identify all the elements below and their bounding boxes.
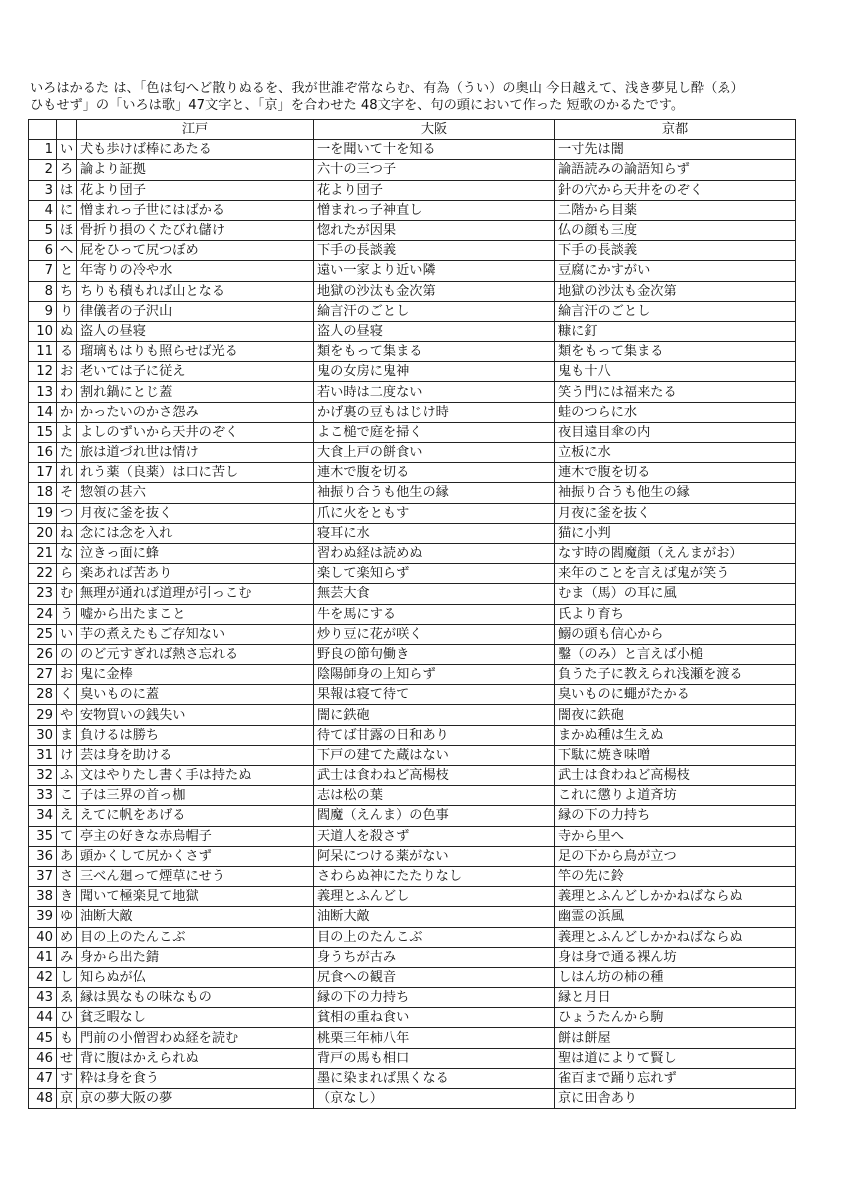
osaka-proverb: 類をもって集まる xyxy=(314,342,555,362)
table-row xyxy=(29,463,796,483)
edo-proverb: よしのずいから天井のぞく xyxy=(77,422,314,442)
row-number: 12 xyxy=(29,362,57,382)
row-kana: お xyxy=(57,362,77,382)
kyoto-proverb: 連木で腹を切る xyxy=(555,463,796,483)
osaka-proverb: 連木で腹を切る xyxy=(314,463,555,483)
row-number: 32 xyxy=(29,766,57,786)
table-row xyxy=(29,766,796,786)
osaka-proverb: 若い時は二度ない xyxy=(314,382,555,402)
intro-line-2: ひもせず」の「いろは歌」47文字と、「京」を合わせた 48文字を、句の頭において作った 短歌のかるたです。 xyxy=(30,98,685,113)
edo-proverb: 月夜に釜を抜く xyxy=(77,503,314,523)
kyoto-proverb: 負うた子に教えられ浅瀬を渡る xyxy=(555,665,796,685)
table-header-row xyxy=(29,120,796,140)
row-kana: う xyxy=(57,604,77,624)
table-row xyxy=(29,927,796,947)
osaka-proverb: かげ裏の豆もはじけ時 xyxy=(314,402,555,422)
header-kyoto: 京都 xyxy=(555,120,796,140)
kyoto-proverb: 縁と月日 xyxy=(555,988,796,1008)
osaka-proverb: 六十の三つ子 xyxy=(314,160,555,180)
kyoto-proverb: 笑う門には福来たる xyxy=(555,382,796,402)
header-edo: 江戸 xyxy=(77,120,314,140)
table-row xyxy=(29,1089,796,1109)
table-row xyxy=(29,261,796,281)
kyoto-proverb: 幽霊の浜風 xyxy=(555,907,796,927)
row-number: 10 xyxy=(29,321,57,341)
row-kana: や xyxy=(57,705,77,725)
row-kana: ね xyxy=(57,523,77,543)
kyoto-proverb: 猫に小判 xyxy=(555,523,796,543)
karuta-table xyxy=(28,119,796,1109)
kyoto-proverb: 雀百まで踊り忘れず xyxy=(555,1068,796,1088)
edo-proverb: 鬼に金棒 xyxy=(77,665,314,685)
edo-proverb: 油断大敵 xyxy=(77,907,314,927)
edo-proverb: のど元すぎれば熱さ忘れる xyxy=(77,644,314,664)
edo-proverb: 骨折り損のくたびれ儲け xyxy=(77,220,314,240)
kyoto-proverb: 鬼も十八 xyxy=(555,362,796,382)
osaka-proverb: 縁の下の力持ち xyxy=(314,988,555,1008)
row-number: 9 xyxy=(29,301,57,321)
edo-proverb: えてに帆をあげる xyxy=(77,806,314,826)
edo-proverb: 嘘から出たまこと xyxy=(77,604,314,624)
table-row xyxy=(29,947,796,967)
table-row xyxy=(29,321,796,341)
row-kana: ほ xyxy=(57,220,77,240)
row-number: 13 xyxy=(29,382,57,402)
row-kana: き xyxy=(57,887,77,907)
edo-proverb: 惣領の甚六 xyxy=(77,483,314,503)
osaka-proverb: 盗人の昼寝 xyxy=(314,321,555,341)
row-number: 31 xyxy=(29,745,57,765)
osaka-proverb: 桃栗三年柿八年 xyxy=(314,1028,555,1048)
edo-proverb: 知らぬが仏 xyxy=(77,967,314,987)
row-number: 14 xyxy=(29,402,57,422)
row-number: 36 xyxy=(29,846,57,866)
table-row xyxy=(29,826,796,846)
table-row xyxy=(29,362,796,382)
row-kana: し xyxy=(57,967,77,987)
osaka-proverb: 憎まれっ子神直し xyxy=(314,200,555,220)
edo-proverb: 泣きっ面に蜂 xyxy=(77,543,314,563)
edo-proverb: 三べん廻って煙草にせう xyxy=(77,866,314,886)
osaka-proverb: 目の上のたんこぶ xyxy=(314,927,555,947)
row-number: 44 xyxy=(29,1008,57,1028)
table-row xyxy=(29,1028,796,1048)
row-number: 8 xyxy=(29,281,57,301)
table-row xyxy=(29,806,796,826)
table-row xyxy=(29,907,796,927)
osaka-proverb: 尻食への観音 xyxy=(314,967,555,987)
kyoto-proverb: 身は身で通る裸ん坊 xyxy=(555,947,796,967)
osaka-proverb: 下戸の建てた蔵はない xyxy=(314,745,555,765)
table-body xyxy=(29,140,796,1109)
table-row xyxy=(29,160,796,180)
osaka-proverb: さわらぬ神にたたりなし xyxy=(314,866,555,886)
kyoto-proverb: なす時の閻魔顔（えんまがお） xyxy=(555,543,796,563)
table-row xyxy=(29,402,796,422)
intro-line-1: いろはかるた は、「色は匂へど散りぬるを、我が世誰ぞ常ならむ、有為（うい）の奥山 今日越えて、浅き夢見し酔（ゑ） xyxy=(30,81,744,96)
kyoto-proverb: 闇夜に鉄砲 xyxy=(555,705,796,725)
osaka-proverb: 閻魔（えんま）の色事 xyxy=(314,806,555,826)
osaka-proverb: 寝耳に水 xyxy=(314,523,555,543)
edo-proverb: 憎まれっ子世にはばかる xyxy=(77,200,314,220)
edo-proverb: 無理が通れば道理が引っこむ xyxy=(77,584,314,604)
osaka-proverb: 地獄の沙汰も金次第 xyxy=(314,281,555,301)
kyoto-proverb: 豆腐にかすがい xyxy=(555,261,796,281)
row-number: 15 xyxy=(29,422,57,442)
table-row xyxy=(29,241,796,261)
row-kana: も xyxy=(57,1028,77,1048)
edo-proverb: 頭かくして尻かくさず xyxy=(77,846,314,866)
row-number: 24 xyxy=(29,604,57,624)
row-kana: ひ xyxy=(57,1008,77,1028)
table-row xyxy=(29,503,796,523)
kyoto-proverb: 京に田舎あり xyxy=(555,1089,796,1109)
osaka-proverb: 無芸大食 xyxy=(314,584,555,604)
row-kana: か xyxy=(57,402,77,422)
row-number: 5 xyxy=(29,220,57,240)
row-kana: て xyxy=(57,826,77,846)
row-number: 21 xyxy=(29,543,57,563)
edo-proverb: 盗人の昼寝 xyxy=(77,321,314,341)
table-row xyxy=(29,624,796,644)
row-number: 20 xyxy=(29,523,57,543)
kyoto-proverb: ひょうたんから駒 xyxy=(555,1008,796,1028)
table-row xyxy=(29,301,796,321)
row-kana: さ xyxy=(57,866,77,886)
row-kana: く xyxy=(57,685,77,705)
osaka-proverb: 義理とふんどし xyxy=(314,887,555,907)
row-kana: ゆ xyxy=(57,907,77,927)
kyoto-proverb: 立板に水 xyxy=(555,443,796,463)
kyoto-proverb: 義理とふんどしかかねばならぬ xyxy=(555,927,796,947)
row-number: 42 xyxy=(29,967,57,987)
edo-proverb: ちりも積もれば山となる xyxy=(77,281,314,301)
edo-proverb: 念には念を入れ xyxy=(77,523,314,543)
row-kana: ろ xyxy=(57,160,77,180)
table-row xyxy=(29,604,796,624)
edo-proverb: 安物買いの銭失い xyxy=(77,705,314,725)
osaka-proverb: 習わぬ経は読めぬ xyxy=(314,543,555,563)
edo-proverb: 縁は異なもの味なもの xyxy=(77,988,314,1008)
table-row xyxy=(29,443,796,463)
osaka-proverb: 惚れたが因果 xyxy=(314,220,555,240)
osaka-proverb: 阿呆につける薬がない xyxy=(314,846,555,866)
row-number: 3 xyxy=(29,180,57,200)
osaka-proverb: よこ槌で庭を掃く xyxy=(314,422,555,442)
kyoto-proverb: 餅は餅屋 xyxy=(555,1028,796,1048)
table-row xyxy=(29,988,796,1008)
edo-proverb: 楽あれば苦あり xyxy=(77,564,314,584)
row-kana: い xyxy=(57,140,77,160)
edo-proverb: 負けるは勝ち xyxy=(77,725,314,745)
row-number: 18 xyxy=(29,483,57,503)
kyoto-proverb: 一寸先は闇 xyxy=(555,140,796,160)
table-row xyxy=(29,342,796,362)
row-kana: む xyxy=(57,584,77,604)
row-kana: れ xyxy=(57,463,77,483)
row-number: 29 xyxy=(29,705,57,725)
row-number: 43 xyxy=(29,988,57,1008)
table-row xyxy=(29,1008,796,1028)
edo-proverb: 身から出た錆 xyxy=(77,947,314,967)
table-row xyxy=(29,543,796,563)
row-number: 28 xyxy=(29,685,57,705)
kyoto-proverb: 袖振り合うも他生の縁 xyxy=(555,483,796,503)
kyoto-proverb: これに懲りよ道斉坊 xyxy=(555,786,796,806)
edo-proverb: 貧乏暇なし xyxy=(77,1008,314,1028)
row-kana: ち xyxy=(57,281,77,301)
row-number: 19 xyxy=(29,503,57,523)
row-kana: 京 xyxy=(57,1089,77,1109)
row-number: 41 xyxy=(29,947,57,967)
table-row xyxy=(29,705,796,725)
kyoto-proverb: 下手の長談義 xyxy=(555,241,796,261)
table-row xyxy=(29,846,796,866)
row-number: 48 xyxy=(29,1089,57,1109)
kyoto-proverb: 蛙のつらに水 xyxy=(555,402,796,422)
header-osaka: 大阪 xyxy=(314,120,555,140)
kyoto-proverb: 義理とふんどしかかねばならぬ xyxy=(555,887,796,907)
table-row xyxy=(29,483,796,503)
row-number: 23 xyxy=(29,584,57,604)
row-kana: け xyxy=(57,745,77,765)
osaka-proverb: 鬼の女房に鬼神 xyxy=(314,362,555,382)
row-kana: え xyxy=(57,806,77,826)
edo-proverb: 亭主の好きな赤烏帽子 xyxy=(77,826,314,846)
row-number: 25 xyxy=(29,624,57,644)
kyoto-proverb: 来年のことを言えば鬼が笑う xyxy=(555,564,796,584)
edo-proverb: れう薬（良薬）は口に苦し xyxy=(77,463,314,483)
row-kana: ぬ xyxy=(57,321,77,341)
osaka-proverb: 炒り豆に花が咲く xyxy=(314,624,555,644)
table-row xyxy=(29,1048,796,1068)
header-kana xyxy=(57,120,77,140)
row-kana: ゑ xyxy=(57,988,77,1008)
edo-proverb: 旅は道づれ世は情け xyxy=(77,443,314,463)
osaka-proverb: 油断大敵 xyxy=(314,907,555,927)
osaka-proverb: 一を聞いて十を知る xyxy=(314,140,555,160)
row-kana: よ xyxy=(57,422,77,442)
edo-proverb: 論より証拠 xyxy=(77,160,314,180)
table-row xyxy=(29,967,796,987)
kyoto-proverb: 足の下から鳥が立つ xyxy=(555,846,796,866)
kyoto-proverb: 綸言汗のごとし xyxy=(555,301,796,321)
table-row xyxy=(29,665,796,685)
row-number: 4 xyxy=(29,200,57,220)
edo-proverb: 背に腹はかえられぬ xyxy=(77,1048,314,1068)
kyoto-proverb: 下駄に焼き味噌 xyxy=(555,745,796,765)
edo-proverb: 屁をひって尻つぼめ xyxy=(77,241,314,261)
kyoto-proverb: 臭いものに蠅がたかる xyxy=(555,685,796,705)
row-kana: た xyxy=(57,443,77,463)
table-row xyxy=(29,523,796,543)
row-kana: の xyxy=(57,644,77,664)
row-kana: こ xyxy=(57,786,77,806)
kyoto-proverb: 二階から目薬 xyxy=(555,200,796,220)
kyoto-proverb: 武士は食わねど高楊枝 xyxy=(555,766,796,786)
row-kana: ら xyxy=(57,564,77,584)
edo-proverb: 粋は身を食う xyxy=(77,1068,314,1088)
row-number: 38 xyxy=(29,887,57,907)
osaka-proverb: 闇に鉄砲 xyxy=(314,705,555,725)
kyoto-proverb: 竿の先に鈴 xyxy=(555,866,796,886)
row-number: 22 xyxy=(29,564,57,584)
row-number: 2 xyxy=(29,160,57,180)
table-row xyxy=(29,281,796,301)
row-kana: つ xyxy=(57,503,77,523)
table-row xyxy=(29,140,796,160)
edo-proverb: 京の夢大阪の夢 xyxy=(77,1089,314,1109)
row-kana: せ xyxy=(57,1048,77,1068)
row-kana: な xyxy=(57,543,77,563)
edo-proverb: 子は三界の首っ枷 xyxy=(77,786,314,806)
intro-text xyxy=(30,80,820,114)
edo-proverb: 芋の煮えたもご存知ない xyxy=(77,624,314,644)
table-row xyxy=(29,584,796,604)
edo-proverb: 割れ鍋にとじ蓋 xyxy=(77,382,314,402)
osaka-proverb: 大食上戸の餅食い xyxy=(314,443,555,463)
row-number: 37 xyxy=(29,866,57,886)
table-row xyxy=(29,725,796,745)
row-kana: あ xyxy=(57,846,77,866)
table-row xyxy=(29,422,796,442)
edo-proverb: 年寄りの冷や水 xyxy=(77,261,314,281)
osaka-proverb: 遠い一家より近い隣 xyxy=(314,261,555,281)
kyoto-proverb: 縁の下の力持ち xyxy=(555,806,796,826)
osaka-proverb: 志は松の葉 xyxy=(314,786,555,806)
row-number: 47 xyxy=(29,1068,57,1088)
row-kana: ま xyxy=(57,725,77,745)
header-number xyxy=(29,120,57,140)
kyoto-proverb: 鰯の頭も信心から xyxy=(555,624,796,644)
row-kana: い xyxy=(57,624,77,644)
edo-proverb: 文はやりたし書く手は持たぬ xyxy=(77,766,314,786)
osaka-proverb: 下手の長談義 xyxy=(314,241,555,261)
edo-proverb: 目の上のたんこぶ xyxy=(77,927,314,947)
edo-proverb: 花より団子 xyxy=(77,180,314,200)
row-number: 26 xyxy=(29,644,57,664)
osaka-proverb: 身うちが古み xyxy=(314,947,555,967)
kyoto-proverb: 針の穴から天井をのぞく xyxy=(555,180,796,200)
row-kana: す xyxy=(57,1068,77,1088)
row-kana: お xyxy=(57,665,77,685)
osaka-proverb: 牛を馬にする xyxy=(314,604,555,624)
table-row xyxy=(29,685,796,705)
table-row xyxy=(29,745,796,765)
table-row xyxy=(29,786,796,806)
row-number: 40 xyxy=(29,927,57,947)
row-number: 6 xyxy=(29,241,57,261)
table-row xyxy=(29,866,796,886)
kyoto-proverb: まかぬ種は生えぬ xyxy=(555,725,796,745)
edo-proverb: かったいのかさ怨み xyxy=(77,402,314,422)
row-number: 27 xyxy=(29,665,57,685)
osaka-proverb: 背戸の馬も相口 xyxy=(314,1048,555,1068)
edo-proverb: 門前の小僧習わぬ経を読む xyxy=(77,1028,314,1048)
row-kana: へ xyxy=(57,241,77,261)
edo-proverb: 犬も歩けば棒にあたる xyxy=(77,140,314,160)
table-row xyxy=(29,887,796,907)
edo-proverb: 臭いものに蓋 xyxy=(77,685,314,705)
kyoto-proverb: 寺から里へ xyxy=(555,826,796,846)
row-number: 17 xyxy=(29,463,57,483)
edo-proverb: 聞いて極楽見て地獄 xyxy=(77,887,314,907)
row-number: 39 xyxy=(29,907,57,927)
row-number: 16 xyxy=(29,443,57,463)
kyoto-proverb: 糠に釘 xyxy=(555,321,796,341)
row-kana: り xyxy=(57,301,77,321)
osaka-proverb: 武士は食わねど高楊枝 xyxy=(314,766,555,786)
row-number: 46 xyxy=(29,1048,57,1068)
kyoto-proverb: 地獄の沙汰も金次第 xyxy=(555,281,796,301)
row-number: 30 xyxy=(29,725,57,745)
row-number: 45 xyxy=(29,1028,57,1048)
osaka-proverb: 待てば甘露の日和あり xyxy=(314,725,555,745)
osaka-proverb: （京なし） xyxy=(314,1089,555,1109)
row-number: 11 xyxy=(29,342,57,362)
kyoto-proverb: 類をもって集まる xyxy=(555,342,796,362)
osaka-proverb: 爪に火をともす xyxy=(314,503,555,523)
kyoto-proverb: しはん坊の柿の種 xyxy=(555,967,796,987)
edo-proverb: 老いては子に従え xyxy=(77,362,314,382)
table-row xyxy=(29,1068,796,1088)
edo-proverb: 律儀者の子沢山 xyxy=(77,301,314,321)
table-row xyxy=(29,644,796,664)
kyoto-proverb: 仏の顔も三度 xyxy=(555,220,796,240)
row-number: 35 xyxy=(29,826,57,846)
row-kana: め xyxy=(57,927,77,947)
table-row xyxy=(29,180,796,200)
row-kana: ふ xyxy=(57,766,77,786)
osaka-proverb: 果報は寝て待て xyxy=(314,685,555,705)
edo-proverb: 芸は身を助ける xyxy=(77,745,314,765)
osaka-proverb: 綸言汗のごとし xyxy=(314,301,555,321)
kyoto-proverb: 氏より育ち xyxy=(555,604,796,624)
kyoto-proverb: 夜目遠目傘の内 xyxy=(555,422,796,442)
row-kana: み xyxy=(57,947,77,967)
kyoto-proverb: 月夜に釜を抜く xyxy=(555,503,796,523)
osaka-proverb: 楽して楽知らず xyxy=(314,564,555,584)
kyoto-proverb: 論語読みの論語知らず xyxy=(555,160,796,180)
row-kana: と xyxy=(57,261,77,281)
kyoto-proverb: 鑿（のみ）と言えば小槌 xyxy=(555,644,796,664)
row-number: 1 xyxy=(29,140,57,160)
osaka-proverb: 野良の節句働き xyxy=(314,644,555,664)
table-row xyxy=(29,382,796,402)
osaka-proverb: 袖振り合うも他生の縁 xyxy=(314,483,555,503)
kyoto-proverb: むま（馬）の耳に風 xyxy=(555,584,796,604)
table-row xyxy=(29,220,796,240)
edo-proverb: 瑠璃もはりも照らせば光る xyxy=(77,342,314,362)
osaka-proverb: 陰陽師身の上知らず xyxy=(314,665,555,685)
osaka-proverb: 貧相の重ね食い xyxy=(314,1008,555,1028)
osaka-proverb: 花より団子 xyxy=(314,180,555,200)
row-kana: に xyxy=(57,200,77,220)
row-kana: る xyxy=(57,342,77,362)
osaka-proverb: 天道人を殺さず xyxy=(314,826,555,846)
row-number: 7 xyxy=(29,261,57,281)
table-row xyxy=(29,200,796,220)
row-number: 34 xyxy=(29,806,57,826)
kyoto-proverb: 聖は道によりて賢し xyxy=(555,1048,796,1068)
osaka-proverb: 墨に染まれば黒くなる xyxy=(314,1068,555,1088)
row-kana: は xyxy=(57,180,77,200)
row-number: 33 xyxy=(29,786,57,806)
row-kana: わ xyxy=(57,382,77,402)
table-row xyxy=(29,564,796,584)
row-kana: そ xyxy=(57,483,77,503)
